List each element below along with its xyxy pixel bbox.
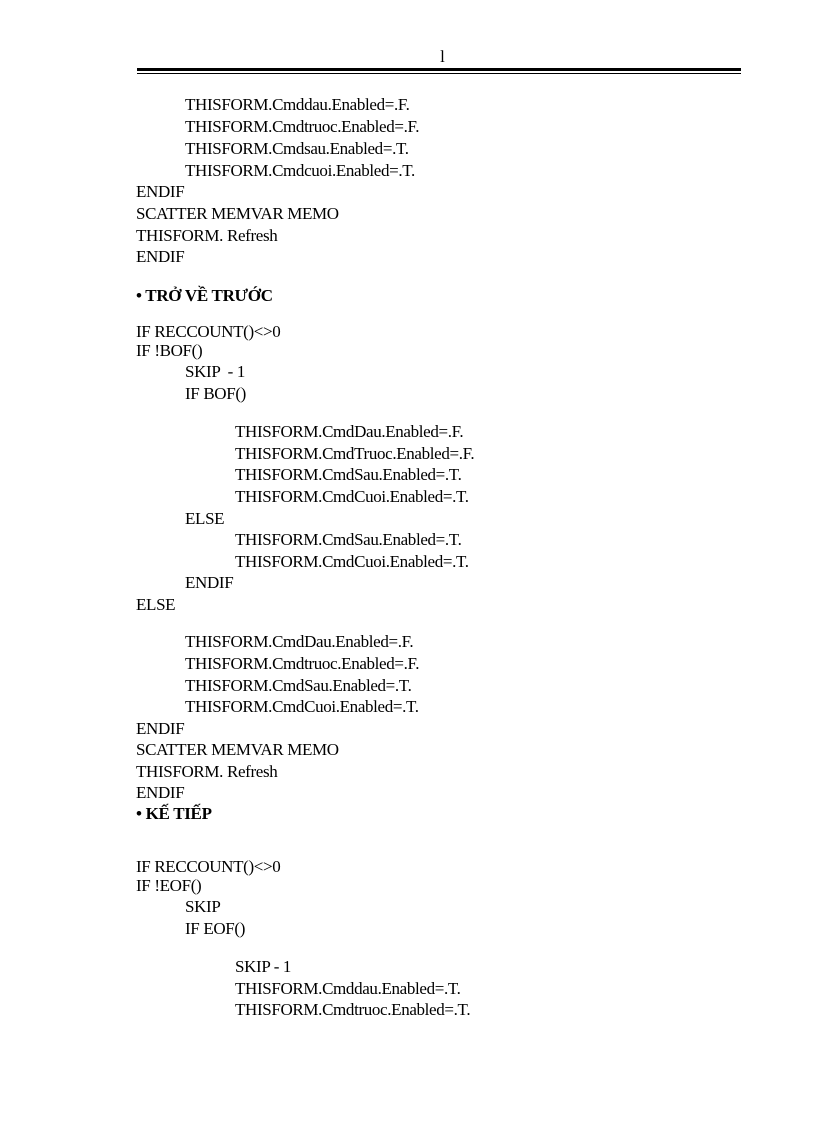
header-rule-thick (137, 68, 741, 71)
code-line: THISFORM.Cmddau.Enabled=.T. (235, 979, 461, 998)
code-line: IF !BOF() (136, 341, 203, 360)
code-line: THISFORM.CmdSau.Enabled=.T. (235, 465, 462, 484)
code-line: IF RECCOUNT()<>0 (136, 857, 281, 876)
code-line: THISFORM.Cmdtruoc.Enabled=.T. (235, 1000, 471, 1019)
code-line: THISFORM.Cmdtruoc.Enabled=.F. (185, 654, 420, 673)
code-line: ENDIF (136, 719, 185, 738)
code-line: ENDIF (136, 783, 185, 802)
code-line: SCATTER MEMVAR MEMO (136, 204, 339, 223)
code-line: ELSE (185, 509, 225, 528)
code-line: ENDIF (136, 247, 185, 266)
code-line: THISFORM. Refresh (136, 762, 278, 781)
code-line: THISFORM.CmdSau.Enabled=.T. (235, 530, 462, 549)
code-line: THISFORM.CmdDau.Enabled=.F. (185, 632, 414, 651)
code-line: THISFORM.CmdCuoi.Enabled=.T. (185, 697, 419, 716)
code-line: ENDIF (136, 182, 185, 201)
code-line: THISFORM.CmdCuoi.Enabled=.T. (235, 487, 469, 506)
code-line: THISFORM.Cmdtruoc.Enabled=.F. (185, 117, 420, 136)
code-line: SKIP - 1 (185, 362, 245, 381)
code-line: THISFORM. Refresh (136, 226, 278, 245)
code-line: THISFORM.Cmdsau.Enabled=.T. (185, 139, 409, 158)
code-line: SKIP - 1 (235, 957, 292, 976)
code-line: THISFORM.CmdTruoc.Enabled=.F. (235, 444, 475, 463)
code-line: THISFORM.CmdDau.Enabled=.F. (235, 422, 464, 441)
code-line: ELSE (136, 595, 176, 614)
code-line: THISFORM.CmdCuoi.Enabled=.T. (235, 552, 469, 571)
code-line: THISFORM.Cmdcuoi.Enabled=.T. (185, 161, 415, 180)
code-line: IF EOF() (185, 919, 246, 938)
code-line: ENDIF (185, 573, 234, 592)
code-line: IF RECCOUNT()<>0 (136, 322, 281, 341)
code-line: SKIP (185, 897, 221, 916)
section-heading-next: • KẾ TIẾP (136, 804, 212, 823)
page-number: l (440, 47, 445, 66)
code-line: THISFORM.CmdSau.Enabled=.T. (185, 676, 412, 695)
code-line: SCATTER MEMVAR MEMO (136, 740, 339, 759)
code-line: IF BOF() (185, 384, 246, 403)
section-heading-previous: • TRỞ VỀ TRƯỚC (136, 286, 273, 305)
code-line: THISFORM.Cmddau.Enabled=.F. (185, 95, 410, 114)
code-line: IF !EOF() (136, 876, 202, 895)
header-rule-thin (137, 73, 741, 74)
